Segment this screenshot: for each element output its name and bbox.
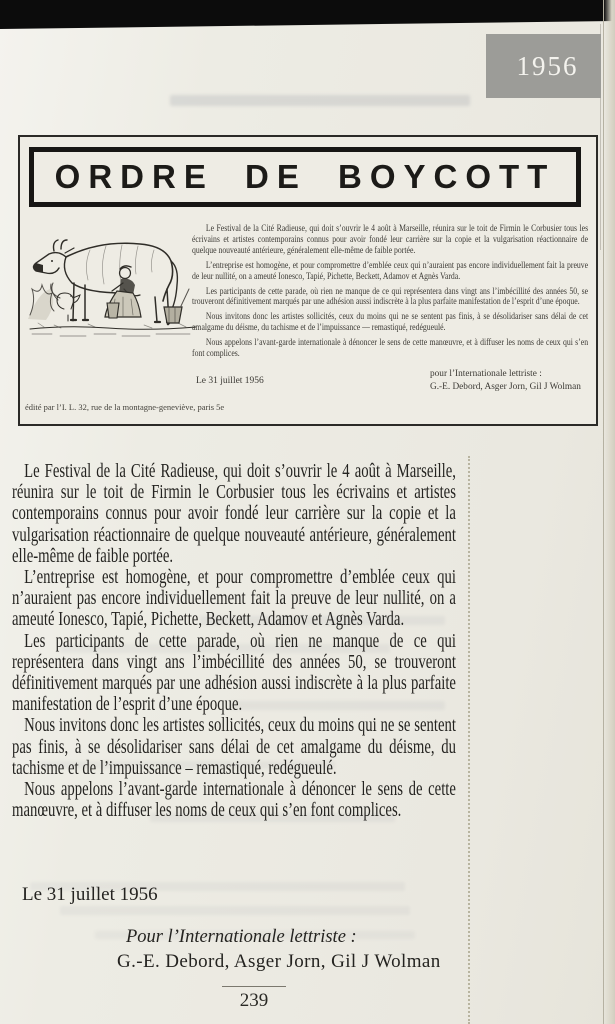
page-number: 239	[222, 986, 286, 1012]
body-paragraph: L’entreprise est homogène, et pour compromettre d’emblée ceux qui n’auraient pas encore individuellement fait la preuve de leur nullité, on a ameuté Ionesco, Tapié, Pichette, Beckett, Adamov et Agnès Varda.	[12, 567, 456, 631]
flyer-signature-intro: pour l’Internationale lettriste :	[430, 369, 542, 379]
flyer-paragraph: L’entreprise est homogène, et pour compromettre d’emblée ceux qui n’auraient pas encore individuellement fait la preuve de leur nullité, on a ameuté Ionesco, Tapié, Pichette, Beckett, Adamov et Agnès Varda.	[192, 260, 589, 282]
flyer-imprint: édité par l’I. L. 32, rue de la montagne-geneviève, paris 5e	[25, 402, 225, 412]
flyer-signature-names: G.-E. Debord, Asger Jorn, Gil J Wolman	[430, 382, 581, 392]
year-badge-label: 1956	[516, 50, 579, 81]
flyer-paragraph: Les participants de cette parade, où rien ne manque de ce qui représentera dans vingt ans l’imbécillité des années 50, se trouveront définitivement marqués par une adhésion aussi indiscrète à la plus parfaite manifestation de l’esprit d’une époque.	[192, 286, 589, 308]
body-paragraph: Les participants de cette parade, où rien ne manque de ce qui représentera dans vingt ans l’imbécillité des années 50, se trouveront définitivement marqués par une adhésion aussi indiscrète à la plus parfaite manifestation de l’esprit d’une époque.	[12, 630, 456, 716]
flyer-signature	[430, 368, 598, 394]
flyer-paragraph: Nous invitons donc les artistes sollicités, ceux du moins qui ne se sentent pas finis, à se désolidariser sans délai de cet amalgame du déisme, du tachisme et de l’impuissance — remastiqué, redégueulé.	[192, 312, 589, 334]
body-paragraph: Le Festival de la Cité Radieuse, qui doit s’ouvrir le 4 août à Marseille, réunira sur le toit de Firmin le Corbusier tous les écrivains et artistes contemporains connus pour avoir fondé leur carrière sur la copie et la vulgarisation réactionnaire de quelque nouveauté antérieure, généralement elle-même de faible portée.	[12, 461, 456, 567]
page-edge-right	[603, 0, 615, 1024]
body-text-column	[12, 461, 456, 821]
body-date: Le 31 juillet 1956	[22, 884, 158, 905]
flyer-text-column	[192, 224, 588, 364]
cow-milking-illustration	[28, 223, 200, 345]
year-badge	[486, 34, 601, 98]
flyer-paragraph: Nous appelons l’avant-garde internationale à dénoncer le sens de cette manœuvre, et à diffuser les noms de ceux qui s’en font complices.	[192, 338, 589, 360]
flyer-date: Le 31 juillet 1956	[196, 376, 264, 386]
scan-edge-top	[0, 0, 615, 30]
flyer-facsimile	[18, 135, 598, 426]
body-paragraph: Nous invitons donc les artistes sollicités, ceux du moins qui ne se sentent pas finis, à se désolidariser sans délai de cet amalgame du déisme, du tachisme et de l’impuissance – remastiqué, redégueulé.	[12, 715, 456, 779]
body-paragraph: Nous appelons l’avant-garde internationale à dénoncer le sens de cette manœuvre, et à diffuser les noms de ceux qui s’en font complices.	[12, 779, 456, 822]
flyer-paragraph: Le Festival de la Cité Radieuse, qui doit s’ouvrir le 4 août à Marseille, réunira sur le toit de Firmin le Corbusier tous les écrivains et artistes contemporains connus pour avoir fondé leur carrière sur la copie et la vulgarisation réactionnaire de quelque nouveauté antérieure, généralement elle-même de faible portée.	[192, 224, 589, 256]
fold-crease-dotted-line	[468, 456, 470, 1024]
flyer-title: ORDRE DE BOYCOTT	[54, 158, 556, 195]
body-signature-names: G.-E. Debord, Asger Jorn, Gil J Wolman	[117, 951, 441, 972]
body-signature-intro: Pour l’Internationale lettriste :	[126, 927, 357, 947]
flyer-title-box	[29, 147, 581, 207]
